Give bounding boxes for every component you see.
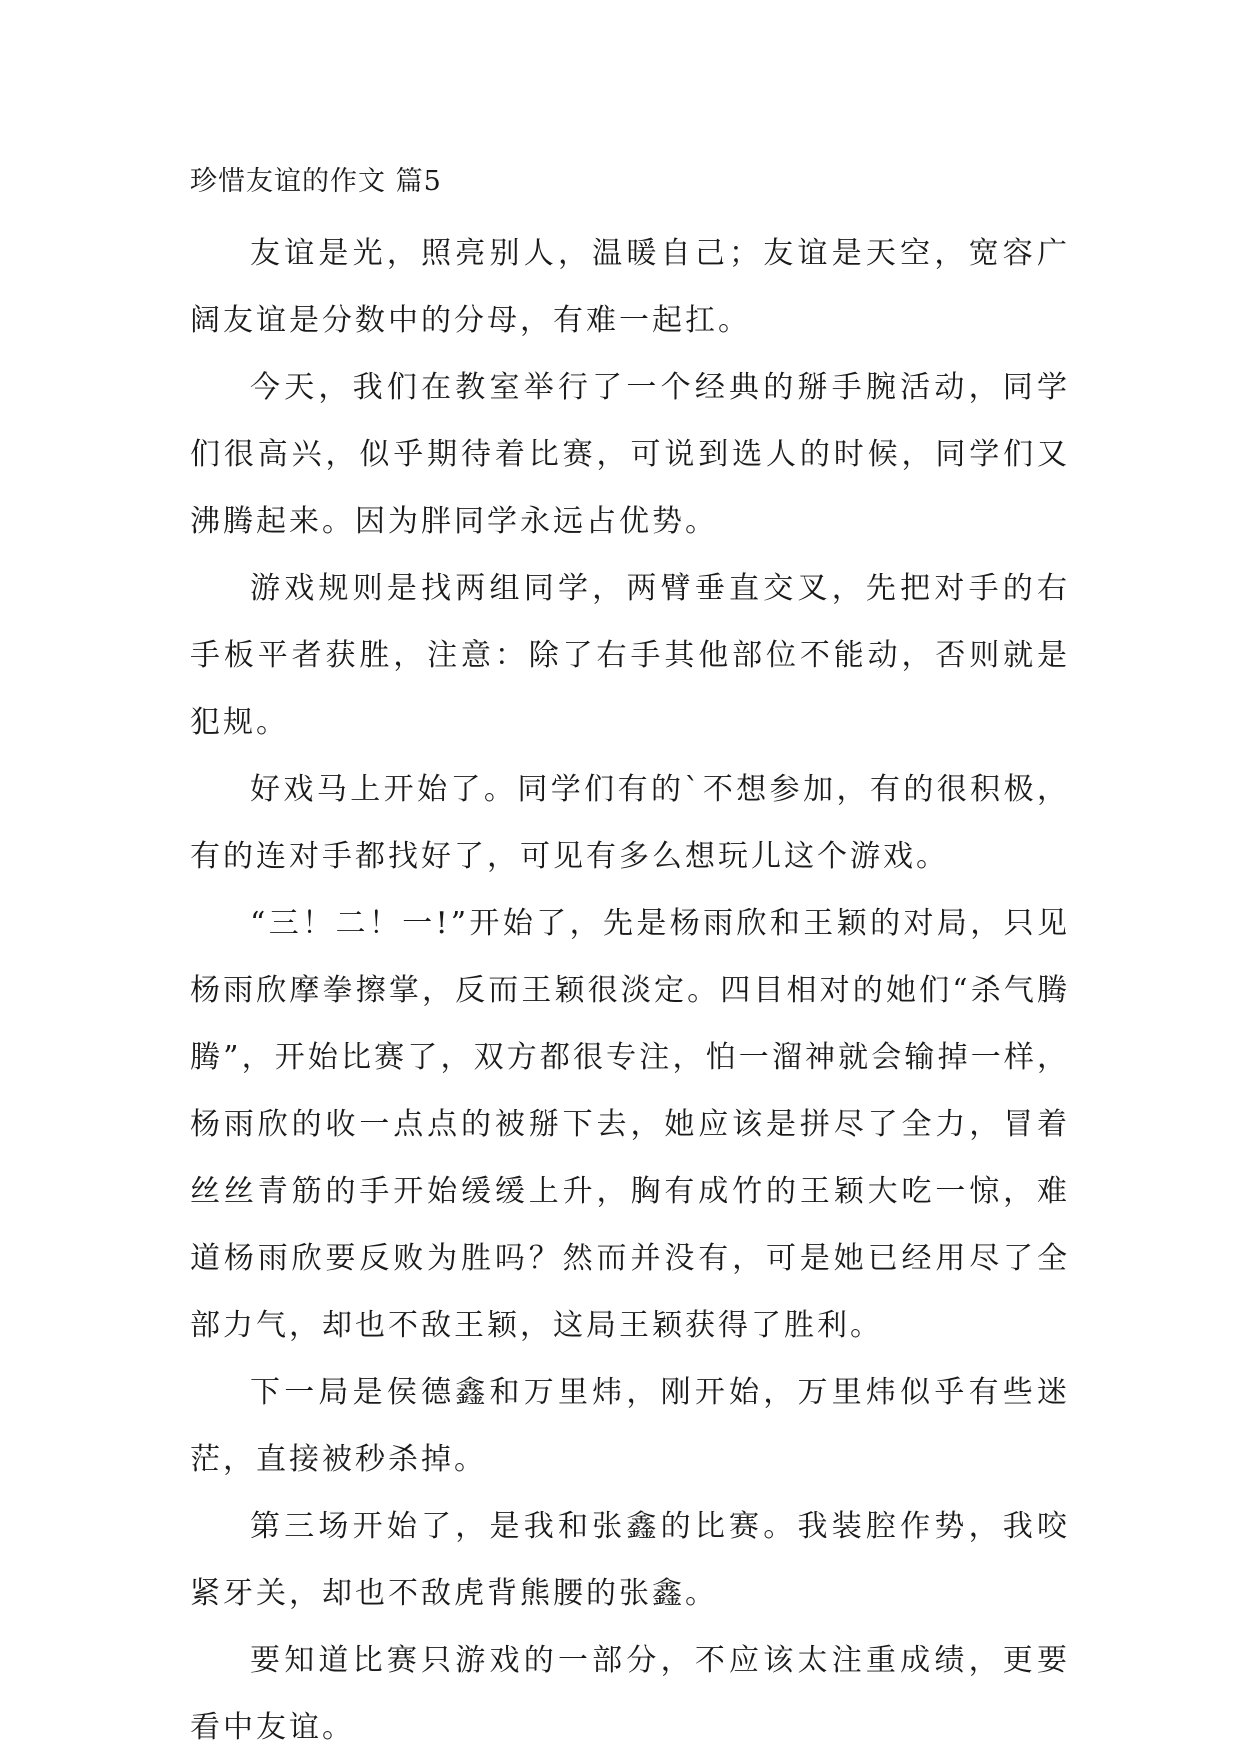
paragraph-6: 下一局是侯德鑫和万里炜，刚开始，万里炜似乎有些迷茫，直接被秒杀掉。 [190, 1375, 1070, 1477]
paragraph-4: 好戏马上开始了。同学们有的`不想参加，有的很积极，有的连对手都找好了，可见有多么想玩儿这个游戏。 [190, 772, 1070, 874]
paragraph-2: 今天，我们在教室举行了一个经典的掰手腕活动，同学们很高兴，似乎期待着比赛，可说到选人的时候，同学们又沸腾起来。因为胖同学永远占优势。 [190, 370, 1070, 539]
paragraph-1: 友谊是光，照亮别人，温暖自己；友谊是天空，宽容广阔友谊是分数中的分母，有难一起扛。 [190, 236, 1070, 338]
paragraph-7: 第三场开始了，是我和张鑫的比赛。我装腔作势，我咬紧牙关，却也不敌虎背熊腰的张鑫。 [190, 1509, 1070, 1611]
paragraph-3: 游戏规则是找两组同学，两臂垂直交叉，先把对手的右手板平者获胜，注意：除了右手其他部位不能动，否则就是犯规。 [190, 571, 1070, 740]
document-title: 珍惜友谊的作文 篇5 [190, 166, 442, 197]
paragraph-5: “三！二！一!”开始了，先是杨雨欣和王颖的对局，只见杨雨欣摩拳擦掌，反而王颖很淡定。四目相对的她们“杀气腾腾”，开始比赛了，双方都很专注，怕一溜神就会输掉一样，杨雨欣的收一点点的被掰下去，她应该是拼尽了全力，冒着丝丝青筋的手开始缓缓上升，胸有成竹的王颖大吃一惊，难道杨雨欣要反败为胜吗？然而并没有，可是她已经用尽了全部力气，却也不敌王颖，这局王颖获得了胜利。 [190, 906, 1070, 1343]
document-page [190, 162, 1070, 1761]
paragraph-8: 要知道比赛只游戏的一部分，不应该太注重成绩，更要看中友谊。 [190, 1643, 1070, 1745]
